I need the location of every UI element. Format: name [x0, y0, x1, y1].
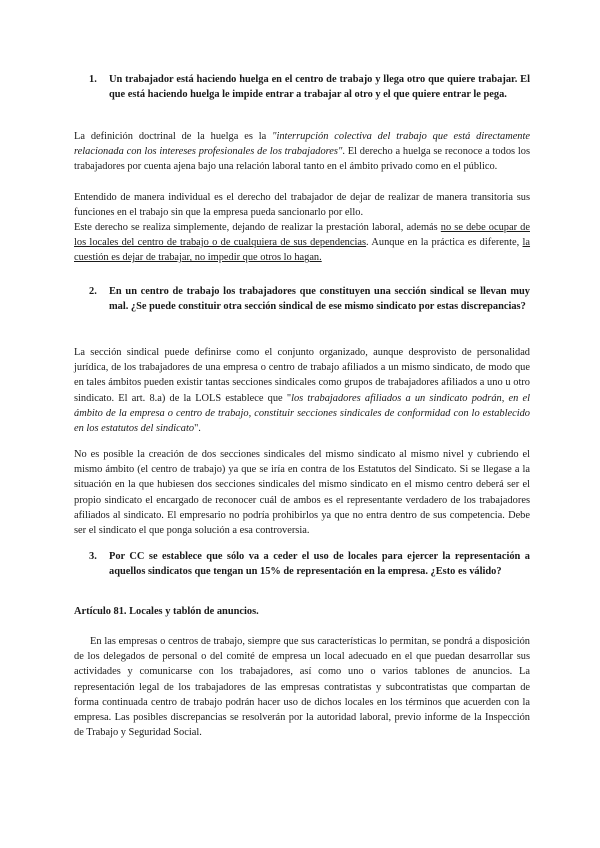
- question-text: Un trabajador está haciendo huelga en el centro de trabajo y llega otro que quiere trabajar. El que está haciendo huelga le impide entrar a trabajar al otro y el que quiere entrar le pega.: [109, 74, 530, 101]
- answer-1-paragraph-3: Este derecho se realiza simplemente, dejando de realizar la prestación laboral, además no se debe ocupar de los locales del centro de trabajo o de cualquiera de sus dependencias. Aunque en la práctica es diferente, la cuestión es dejar de trabajar, no impedir que otros lo hagan.: [74, 222, 531, 264]
- definition-quote: "interrupción colectiva del trabajo que está directamente relacionada con los intereses profesionales de los trabajadores": [74, 131, 531, 158]
- answer-2-paragraph-2: No es posible la creación de dos secciones sindicales del mismo sindicato al mismo nivel y cubriendo el mismo ámbito (el centro de trabajo) ya que se iría en contra de los Estatutos del Sindicato. Si se llegase a la situación en la que hubiesen dos secciones sindicales del mismo sindicato en el mismo centro deberá ser el propio sindicato el encargado de reconocer cuál de ambos es el representante verdadero de los trabajadores afiliados al sindicato. El empresario no podría prohibirlos ya que no entra dentro de sus competencia. Debe ser el sindicato el que ponga solución a esa controversia.: [74, 449, 530, 537]
- answer-1-paragraph-2: Entendido de manera individual es el derecho del trabajador de dejar de realizar de manera transitoria sus funciones en el trabajo sin que la empresa pueda sancionarlo por ello.: [74, 192, 530, 219]
- article-heading: Artículo 81. Locales y tablón de anuncios.: [74, 606, 259, 617]
- answer-2-paragraph-1: La sección sindical puede definirse como el conjunto organizado, aunque desprovisto de personalidad jurídica, de los trabajadores de una empresa o centro de trabajo afiliados a un mismo sindicato, de modo que en tales ámbitos pueden existir tantas secciones sindicales como grupos de trabajadores afiliados a uno u otro sindicato. El art. 8.a) de la LOLS establece que "los trabajadores afiliados a un sindicato podrán, en el ámbito de la empresa o centro de trabajo, constituir secciones sindicales de conformidad con lo establecido en los estatutos del sindicato".: [74, 347, 530, 435]
- underlined-text: no se debe ocupar de los locales del centro de trabajo o de cualquiera de sus dependencias: [74, 222, 530, 249]
- answer-1-paragraph-1: La definición doctrinal de la huelga es la "interrupción colectiva del trabajo que está directamente relacionada con los intereses profesionales de los trabajadores". El derecho a huelga se reconoce a todos los trabajadores por cuenta ajena bajo una relación laboral tanto en el ámbito privado como en el público.: [74, 131, 531, 173]
- question-number: 3.: [89, 551, 97, 562]
- question-number: 1.: [89, 74, 97, 85]
- question-1: [89, 72, 530, 102]
- question-text: Por CC se establece que sólo va a ceder el uso de locales para ejercer la representación a aquellos sindicatos que tengan un 15% de representación en la empresa. ¿Esto es válido?: [109, 551, 530, 578]
- question-2: [89, 284, 530, 314]
- question-3: [89, 549, 530, 579]
- question-text: En un centro de trabajo los trabajadores que constituyen una sección sindical se llevan muy mal. ¿Se puede constituir otra sección sindical de ese mismo sindicato por estas discrepancias?: [109, 286, 530, 313]
- question-number: 2.: [89, 286, 97, 297]
- lols-quote: los trabajadores afiliados a un sindicato podrán, en el ámbito de la empresa o centro de trabajo, constituir secciones sindicales de conformidad con lo establecido en los estatutos del sindicato: [74, 392, 530, 435]
- underlined-text: la cuestión es dejar de trabajar, no impedir que otros lo hagan.: [74, 237, 531, 264]
- article-81-text: En las empresas o centros de trabajo, siempre que sus características lo permitan, se pondrá a disposición de los delegados de personal o del comité de empresa un local adecuado en el que puedan desarrollar sus actividades y comunicarse con los trabajadores, así como uno o varios tablones de anuncios. La representación legal de los trabajadores de las empresas contratistas y subcontratistas que compartan de forma continuada centro de trabajo podrán hacer uso de dichos locales en los términos que acuerden con la empresa. Las posibles discrepancias se resolverán por la autoridad laboral, previo informe de la Inspección de Trabajo y Seguridad Social.: [74, 636, 530, 739]
